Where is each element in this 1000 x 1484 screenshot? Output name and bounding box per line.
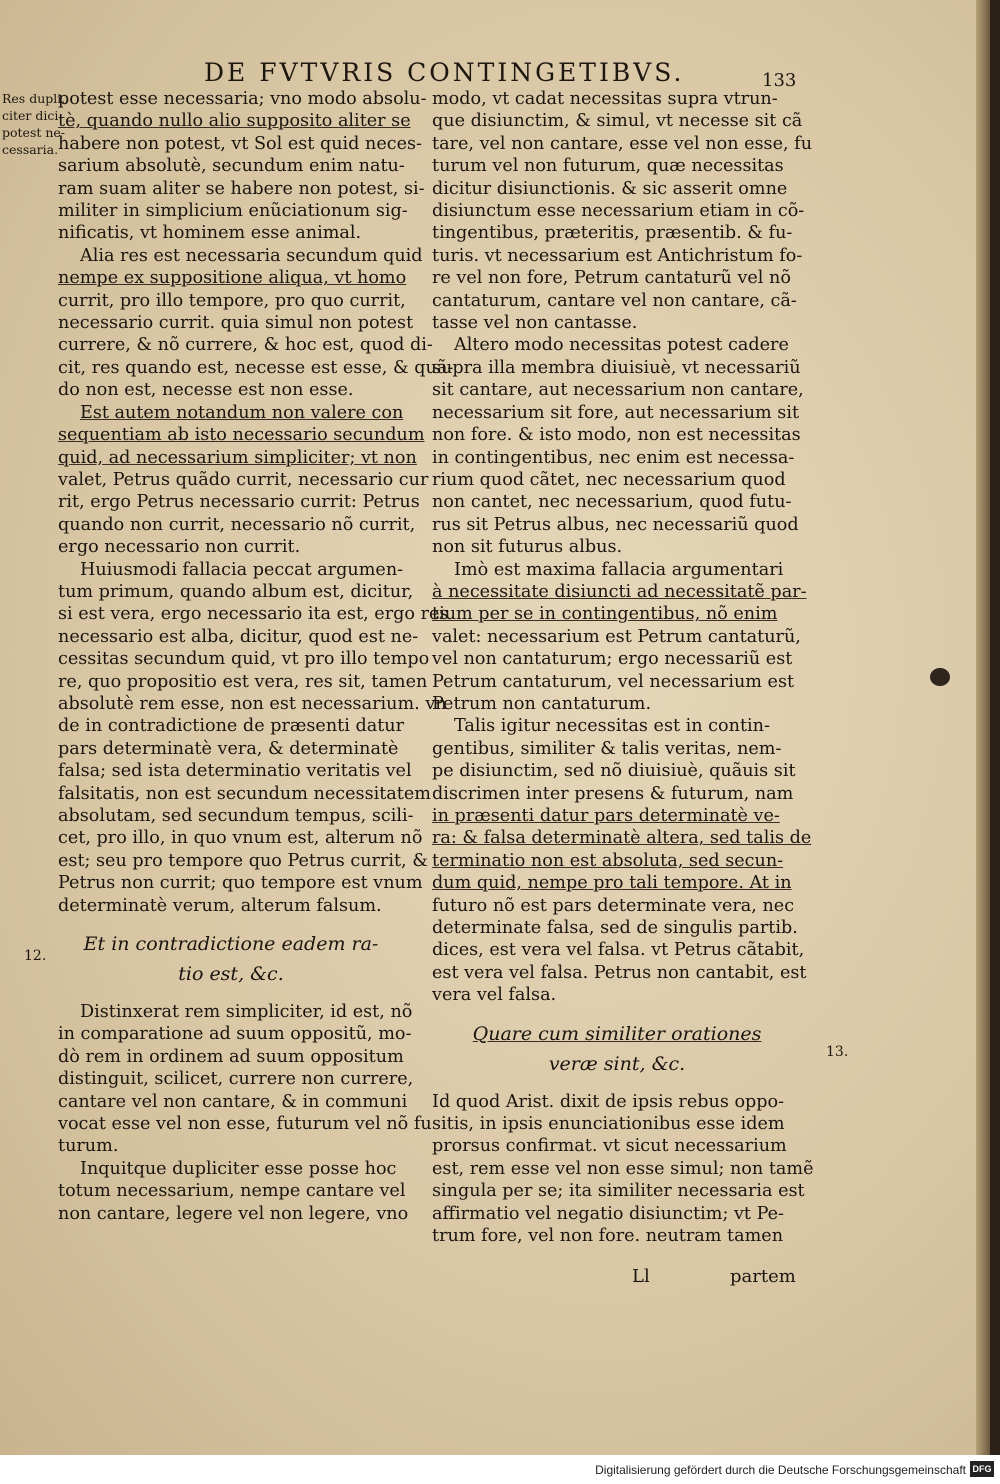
text-line: que disiunctim, & simul, vt necesse sit cã (432, 111, 803, 132)
text-line: dicitur disiunctionis. & sic asserit omne (432, 178, 788, 199)
text-line: turum vel non futurum, quæ necessitas (432, 156, 784, 177)
text-line: falsa; sed ista determinatio veritatis vel (58, 761, 412, 782)
text-line: cantare vel non cantare, & in communi (58, 1091, 408, 1112)
dfg-logo: DFG (970, 1461, 994, 1477)
text-line: sarium absolutè, secundum enim natu- (58, 156, 405, 177)
text-line: quando non currit, necessario nõ currit, (58, 514, 416, 535)
text-line: tare, vel non cantare, esse vel non esse, fu (432, 133, 813, 154)
text-line: est vera vel falsa. Petrus non cantabit, est (432, 962, 807, 983)
paragraph (432, 334, 802, 558)
text-line: necessarium sit fore, aut necessarium sit (432, 402, 800, 423)
text-line: cit, res quando est, necesse est esse, & quã- (58, 357, 454, 378)
text-line: do non est, necesse est non esse. (58, 380, 354, 401)
text-line: Talis igitur necessitas est in contin- (454, 716, 770, 737)
page-number: 133 (762, 70, 797, 91)
text-line: rus sit Petrus albus, nec necessariũ quod (432, 514, 799, 535)
text-line: Petrum cantaturum, vel necessarium est (432, 671, 795, 692)
text-line: prorsus confirmat. vt sicut necessarium (432, 1136, 787, 1157)
text-line: futuro nõ est pars determinate vera, nec (432, 895, 795, 916)
text-line: est; seu pro tempore quo Petrus currit, & (58, 850, 428, 871)
text-line: ra: & falsa determinatè altera, sed talis de (432, 828, 812, 849)
text-line: determinate falsa, sed de singulis partib. (432, 918, 798, 939)
text-line: pe disiunctim, sed nõ diuisiuè, quãuis sit (432, 761, 796, 782)
text-line: modo, vt cadat necessitas supra vtrun- (432, 89, 778, 109)
text-line: si est vera, ergo necessario ita est, ergo res (58, 604, 449, 625)
paragraph (432, 715, 812, 1006)
running-title: DE FVTVRIS CONTINGETIBVS. (204, 58, 685, 87)
text-line: tingentibus, præteritis, præsentib. & fu- (432, 223, 793, 244)
text-line: Huiusmodi fallacia peccat argumen- (80, 559, 404, 580)
text-line: potest esse necessaria; vno modo absolu- (58, 89, 427, 109)
text-line: terminatio non est absoluta, sed secun- (432, 850, 784, 871)
text-line: vocat esse vel non esse, futurum vel nõ fu (58, 1114, 432, 1135)
text-line: necessario est alba, dicitur, quod est ne- (58, 626, 419, 647)
paragraph (432, 88, 813, 334)
text-line: discrimen inter presens & futurum, nam (432, 783, 794, 804)
lemma-heading (432, 1019, 802, 1079)
marginal-line: potest ne- (2, 125, 66, 140)
ink-blot (930, 668, 950, 686)
text-line: ram suam aliter se habere non potest, si- (58, 178, 425, 199)
text-line: currere, & nõ currere, & hoc est, quod di- (58, 335, 433, 356)
text-line: re, quo propositio est vera, res sit, tamen (58, 671, 428, 692)
text-line: in præsenti datur pars determinatè ve- (432, 806, 780, 826)
text-line: disiunctum esse necessarium etiam in cõ- (432, 201, 805, 222)
marginal-note (2, 90, 66, 158)
text-line: de in contradictione de præsenti datur (58, 716, 405, 737)
text-line: Petrus non currit; quo tempore est vnum (58, 873, 423, 894)
text-line: sit cantare, aut necessarium non cantare, (432, 380, 804, 401)
right-column (432, 88, 814, 1248)
text-line: tasse vel non cantasse. (432, 313, 638, 334)
heading-line: Quare cum similiter orationes (472, 1022, 762, 1045)
heading-line: tio est, &c. (178, 963, 284, 986)
text-line: valet: necessarium est Petrum cantaturũ, (432, 626, 801, 647)
text-line: cantaturum, cantare vel non cantare, cã- (432, 290, 797, 311)
text-line: Inquitque dupliciter esse posse hoc (80, 1158, 397, 1179)
text-line: cet, pro illo, in quo vnum est, alterum nõ (58, 828, 423, 849)
heading-line: Et in contradictione eadem ra- (83, 933, 379, 956)
text-line: absolutè rem esse, non est necessarium. vn (58, 693, 447, 714)
text-line: non sit futurus albus. (432, 537, 623, 558)
text-line: re vel non fore, Petrum cantaturũ vel nõ (432, 268, 791, 289)
text-line: Distinxerat rem simpliciter, id est, nõ (80, 1002, 413, 1023)
text-line: cessitas secundum quid, vt pro illo tempo (58, 649, 430, 670)
text-line: totum necessarium, nempe cantare vel (58, 1181, 406, 1202)
text-line: ergo necessario non currit. (58, 537, 301, 558)
footer-bar (0, 1455, 1000, 1484)
text-line: sitis, in ipsis enunciationibus esse idem (432, 1114, 785, 1135)
paragraph (432, 559, 807, 716)
left-column (58, 88, 454, 1225)
text-line: quid, ad necessarium simpliciter; vt non (58, 447, 417, 468)
text-line: singula per se; ita similiter necessaria est (432, 1181, 805, 1202)
marginal-line: Res dupli. (2, 91, 66, 106)
footer-credit: Digitalisierung gefördert durch die Deutsche Forschungsgemeinschaft (595, 1463, 966, 1477)
text-line: vera vel falsa. (432, 985, 557, 1006)
text-line: in contingentibus, nec enim est necessa- (432, 447, 795, 468)
text-line: Est autem notandum non valere con (80, 402, 404, 423)
text-line: affirmatio vel negatio disiunctim; vt Pe- (432, 1203, 784, 1224)
paragraph (58, 402, 429, 559)
text-line: nempe ex suppositione aliqua, vt homo (58, 268, 407, 289)
text-line: vel non cantaturum; ergo necessariũ est (432, 649, 793, 670)
text-line: supra illa membra diuisiuè, vt necessariũ (432, 357, 801, 378)
text-line: tium per se in contingentibus, nõ enim (432, 604, 778, 625)
paragraph (58, 1158, 409, 1225)
text-line: rium quod cãtet, nec necessarium quod (432, 469, 786, 490)
text-line: Altero modo necessitas potest cadere (454, 335, 789, 356)
text-line: habere non potest, vt Sol est quid neces- (58, 133, 423, 154)
marginal-line: citer dici (2, 108, 59, 123)
text-line: dices, est vera vel falsa. vt Petrus cãtabit, (432, 940, 805, 961)
text-line: est, rem esse vel non esse simul; non tamẽ (432, 1158, 814, 1179)
text-line: rit, ergo Petrus necessario currit: Petrus (58, 492, 420, 513)
text-line: currit, pro illo tempore, pro quo currit, (58, 290, 406, 311)
text-line: militer in simplicium enũciationum sig- (58, 201, 408, 222)
text-line: dum quid, nempe pro tali tempore. At in (432, 873, 792, 894)
page-edge (976, 0, 990, 1455)
text-line: in comparatione ad suum oppositũ, mo- (58, 1024, 412, 1045)
lemma-heading (58, 929, 404, 989)
text-line: Petrum non cantaturum. (432, 693, 652, 714)
text-line: pars determinatè vera, & determinatè (58, 738, 399, 759)
paragraph (58, 245, 454, 402)
text-line: falsitatis, non est secundum necessitatem (58, 783, 431, 804)
text-line: determinatè verum, alterum falsum. (58, 895, 382, 916)
text-line: non fore. & isto modo, non est necessitas (432, 425, 801, 446)
text-line: tum primum, quando album est, dicitur, (58, 581, 414, 602)
margin-number-left: 12. (24, 948, 47, 964)
text-line: absolutam, sed secundum tempus, scili- (58, 806, 414, 826)
text-line: turum. (58, 1136, 119, 1157)
margin-number-right: 13. (826, 1044, 849, 1060)
text-line: à necessitate disiuncti ad necessitatẽ par- (432, 581, 807, 602)
paragraph (58, 559, 449, 918)
text-line: Id quod Arist. dixit de ipsis rebus oppo- (432, 1091, 785, 1112)
text-line: nificatis, vt hominem esse animal. (58, 223, 362, 244)
heading-line: veræ sint, &c. (548, 1052, 686, 1075)
text-line: non cantare, legere vel non legere, vno (58, 1203, 409, 1224)
text-line: distinguit, scilicet, currere non currere, (58, 1069, 414, 1090)
text-line: turis. vt necessarium est Antichristum fo- (432, 245, 803, 266)
text-line: non cantet, nec necessarium, quod futu- (432, 492, 792, 513)
paragraph (58, 88, 427, 245)
marginal-line: cessaria. (2, 142, 59, 157)
text-line: necessario currit. quia simul non potest (58, 313, 414, 334)
text-line: trum fore, vel non fore. neutram tamen (432, 1226, 784, 1247)
text-line: valet, Petrus quãdo currit, necessario cur (58, 469, 429, 490)
text-line: dò rem in ordinem ad suum oppositum (58, 1046, 404, 1067)
paragraph (58, 1001, 432, 1158)
text-line: Alia res est necessaria secundum quid (80, 245, 423, 266)
text-line: gentibus, similiter & talis veritas, nem- (432, 738, 782, 759)
text-line: sequentiam ab isto necessario secundum (58, 425, 425, 446)
text-line: tè, quando nullo alio supposito aliter se (58, 111, 411, 132)
signature-mark: Ll (632, 1266, 650, 1287)
catchword: partem (730, 1266, 796, 1287)
text-line: Imò est maxima fallacia argumentari (454, 559, 784, 580)
paragraph (432, 1091, 814, 1248)
